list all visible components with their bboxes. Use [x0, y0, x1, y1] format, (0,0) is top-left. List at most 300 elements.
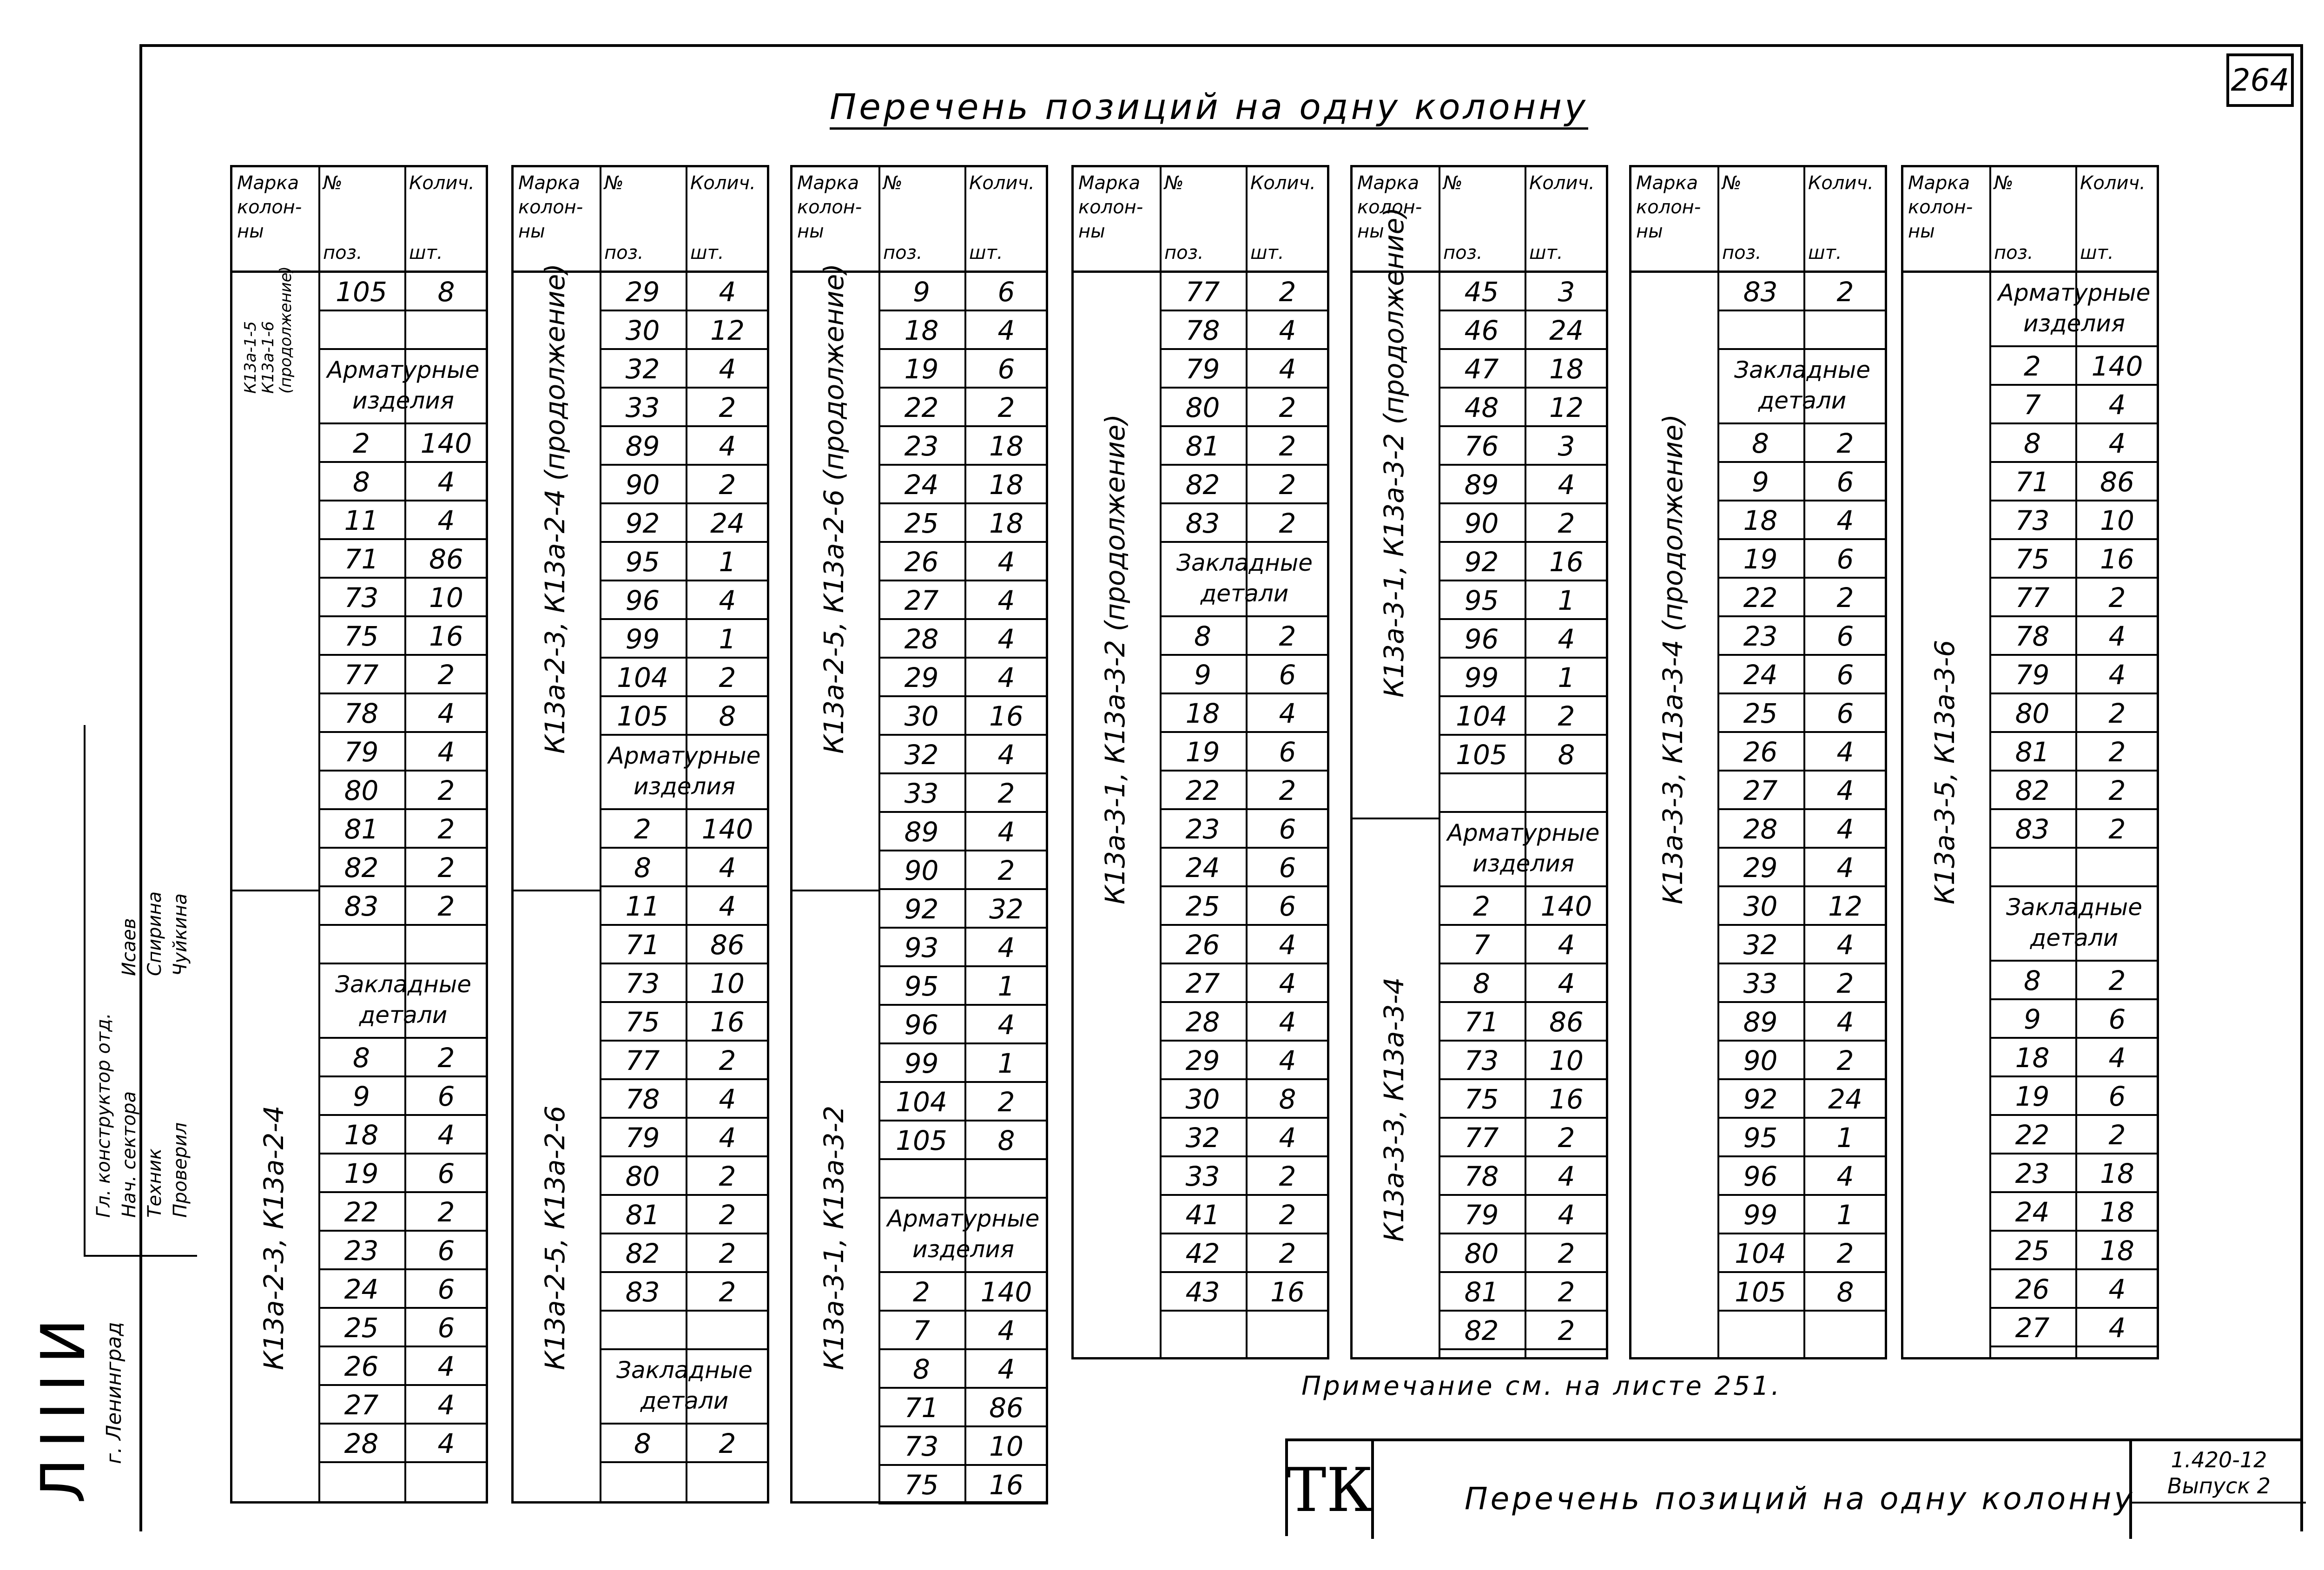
cell-divider	[404, 424, 406, 461]
cell-quantity: 4	[437, 698, 455, 729]
cell-quantity: 16	[989, 700, 1023, 732]
table-row	[600, 427, 769, 466]
cell-position: 8	[1752, 428, 1769, 459]
header-mark	[514, 167, 600, 270]
table-row	[1717, 1119, 1887, 1157]
table-row	[878, 890, 1048, 929]
cell-position: 32	[625, 353, 660, 385]
cell-position: 23	[1743, 620, 1778, 652]
cell-quantity: 2	[2108, 582, 2126, 613]
cell-divider	[686, 504, 687, 541]
cell-position: 96	[1464, 623, 1499, 655]
cell-divider	[2075, 1193, 2077, 1230]
cell-quantity: 4	[1558, 968, 1575, 999]
header-qty-line: шт.	[1808, 242, 1842, 264]
table-row	[600, 964, 769, 1003]
table-row	[600, 273, 769, 311]
cell-divider	[1246, 427, 1248, 464]
cell-quantity: 2	[1279, 469, 1296, 501]
cell-divider	[686, 887, 687, 924]
table-row	[600, 926, 769, 964]
cell-position: 33	[625, 392, 660, 423]
table-row	[878, 427, 1048, 466]
cell-quantity: 24	[1828, 1083, 1862, 1115]
cell-divider	[2075, 694, 2077, 731]
cell-quantity: 6	[1836, 543, 1854, 575]
cell-position: 42	[1185, 1238, 1220, 1269]
cell-divider	[404, 501, 406, 538]
cell-quantity: 2	[1836, 1238, 1854, 1269]
cell-position	[1989, 849, 2075, 885]
cell-quantity: 2	[1279, 620, 1296, 652]
table-row	[1717, 656, 1887, 694]
cell-divider	[686, 273, 687, 310]
table-row	[878, 389, 1048, 427]
table-row	[1989, 656, 2159, 694]
table-row	[1439, 1157, 1608, 1196]
table-row	[600, 1042, 769, 1080]
header-mark-line: Марка	[1908, 172, 1970, 194]
cell-position: 32	[1743, 929, 1778, 961]
cell-position: 26	[904, 546, 939, 578]
table-row	[878, 967, 1048, 1006]
header-mark-line: колон-	[1357, 197, 1422, 218]
cell-quantity: 4	[997, 546, 1015, 578]
header-pos-line: поз.	[604, 242, 644, 264]
cell-position: 99	[904, 1048, 939, 1079]
cell-quantity: 4	[1279, 315, 1296, 346]
position-table-7	[1901, 165, 2159, 1359]
cell-position: 27	[2015, 1312, 2050, 1344]
cell-quantity: 4	[719, 1083, 736, 1115]
cell-position: 25	[344, 1312, 379, 1344]
cell-divider	[1525, 1196, 1526, 1233]
cell-quantity	[2075, 849, 2159, 885]
header-pos-line: №	[323, 172, 343, 194]
table-row	[600, 1196, 769, 1234]
table-row	[1439, 543, 1608, 581]
cell-quantity: 12	[1549, 392, 1584, 423]
cell-position: 18	[1185, 698, 1220, 729]
table-row	[1160, 389, 1329, 427]
cell-quantity: 4	[719, 585, 736, 616]
table-row	[1989, 463, 2159, 501]
cell-quantity: 1	[719, 623, 736, 655]
cell-divider	[1246, 1157, 1248, 1194]
table-row	[878, 504, 1048, 543]
cell-position: 83	[1743, 276, 1778, 308]
cell-quantity: 2	[437, 813, 455, 845]
cell-position: 96	[904, 1009, 939, 1041]
cell-divider	[964, 1273, 966, 1310]
cell-quantity: 2	[437, 852, 455, 884]
cell-divider	[1803, 1080, 1805, 1117]
cell-quantity: 4	[437, 505, 455, 536]
table-rows	[318, 273, 488, 1463]
cell-quantity: 32	[989, 893, 1023, 925]
cell-position: 7	[2024, 389, 2041, 421]
cell-divider	[2075, 962, 2077, 998]
cell-divider	[1803, 579, 1805, 615]
title-block-code	[2129, 1441, 2306, 1539]
cell-divider	[2075, 1270, 2077, 1307]
cell-divider	[2075, 810, 2077, 847]
cell-position: 71	[904, 1392, 939, 1424]
cell-position: 25	[904, 508, 939, 539]
cell-position: 81	[625, 1199, 660, 1231]
cell-position: 28	[1743, 813, 1778, 845]
cell-divider	[404, 733, 406, 770]
cell-divider	[1803, 1196, 1805, 1233]
cell-position: 24	[1743, 659, 1778, 691]
table-header	[1074, 167, 1327, 273]
cell-quantity: 6	[1279, 659, 1296, 691]
table-row	[1160, 1273, 1329, 1312]
cell-position: 71	[625, 929, 660, 961]
cell-divider	[1803, 656, 1805, 693]
cell-quantity: 1	[1558, 585, 1575, 616]
table-row	[1717, 540, 1887, 579]
cell-position: 24	[344, 1273, 379, 1305]
cell-divider	[686, 466, 687, 502]
cell-quantity: 2	[719, 1045, 736, 1076]
role-4: Проверил	[170, 1122, 191, 1218]
cell-divider	[964, 813, 966, 850]
table-row	[1439, 466, 1608, 504]
cell-position: 80	[2015, 698, 2050, 729]
cell-divider	[686, 1425, 687, 1461]
cell-position: 105	[1456, 739, 1507, 771]
table-row	[878, 929, 1048, 967]
cell-divider	[964, 427, 966, 464]
cell-divider	[404, 1116, 406, 1153]
cell-divider	[404, 849, 406, 885]
header-qty	[1246, 167, 1332, 270]
cell-quantity: 4	[1836, 929, 1854, 961]
cell-divider	[2075, 347, 2077, 384]
cell-position: 8	[2024, 965, 2041, 996]
cell-quantity: 4	[1558, 1161, 1575, 1192]
cell-divider	[686, 1157, 687, 1194]
header-qty	[1525, 167, 1611, 270]
cell-position: 11	[344, 505, 379, 536]
table-row	[878, 1466, 1048, 1504]
cell-divider	[1803, 424, 1805, 461]
table-row	[1717, 694, 1887, 733]
table-header	[232, 167, 486, 273]
cell-quantity: 3	[1558, 430, 1575, 462]
table-row	[878, 1006, 1048, 1044]
table-row	[1989, 347, 2159, 386]
cell-quantity: 4	[1279, 353, 1296, 385]
table-row	[878, 543, 1048, 581]
table-row	[1439, 659, 1608, 697]
cell-quantity: 4	[719, 891, 736, 922]
cell-position: 79	[344, 736, 379, 768]
header-qty-line: Колич.	[969, 172, 1035, 194]
cell-divider	[964, 967, 966, 1004]
cell-position: 90	[1743, 1045, 1778, 1076]
header-mark	[792, 167, 878, 270]
cell-quantity: 4	[997, 1353, 1015, 1385]
table-row	[1439, 389, 1608, 427]
cell-position: 81	[1185, 430, 1220, 462]
table-row	[1439, 697, 1608, 736]
cell-position: 9	[353, 1081, 370, 1112]
section-label: Арматурные изделия	[887, 1205, 1040, 1263]
cell-divider	[964, 1312, 966, 1348]
table-row	[600, 887, 769, 926]
cell-position: 2	[2024, 350, 2041, 382]
header-qty-line: Колич.	[409, 172, 475, 194]
cell-position: 77	[625, 1045, 660, 1076]
table-row	[1439, 504, 1608, 543]
cell-position: 77	[1185, 276, 1220, 308]
name-1: Исаев	[119, 918, 140, 976]
cell-divider	[1803, 463, 1805, 500]
table-row	[1717, 273, 1887, 311]
table-row	[1160, 849, 1329, 887]
cell-position: 24	[2015, 1196, 2050, 1228]
cell-quantity: 12	[1828, 891, 1862, 922]
cell-divider	[1246, 1273, 1248, 1310]
table-row	[878, 581, 1048, 620]
cell-quantity: 2	[719, 1428, 736, 1459]
cell-divider	[1803, 849, 1805, 885]
cell-quantity: 16	[429, 620, 463, 652]
cell-position: 22	[1185, 775, 1220, 806]
cell-divider	[964, 389, 966, 425]
cell-divider	[964, 1350, 966, 1387]
table-row	[318, 424, 488, 463]
table-row	[1717, 579, 1887, 617]
position-table-3	[790, 165, 1048, 1504]
cell-divider	[1803, 617, 1805, 654]
cell-divider	[1803, 887, 1805, 924]
cell-divider	[1525, 466, 1526, 502]
cell-divider	[1246, 733, 1248, 770]
table-row	[878, 1389, 1048, 1427]
cell-quantity: 18	[989, 430, 1023, 462]
cell-quantity: 2	[1279, 1238, 1296, 1269]
header-mark-line: Марка	[1078, 172, 1141, 194]
table-rows	[878, 273, 1048, 1504]
cell-position: 47	[1464, 353, 1499, 385]
cell-divider	[2075, 540, 2077, 577]
cell-divider	[1803, 1157, 1805, 1194]
column-mark: К13а-2-5, К13а-2-6 (продолжение)	[818, 263, 850, 754]
section-row	[1989, 273, 2159, 347]
table-row	[1717, 772, 1887, 810]
cell-quantity: 2	[437, 775, 455, 806]
cell-quantity: 4	[1279, 1045, 1296, 1076]
org-logo: ЛІІІИ	[28, 1308, 99, 1504]
section-row	[1717, 350, 1887, 424]
table-row	[1989, 849, 2159, 887]
cell-divider	[404, 311, 406, 348]
cell-position: 22	[1743, 582, 1778, 613]
cell-quantity: 10	[710, 968, 745, 999]
table-row	[600, 389, 769, 427]
cell-divider	[686, 697, 687, 734]
table-row	[1160, 772, 1329, 810]
cell-divider	[1246, 389, 1248, 425]
table-row	[1439, 1273, 1608, 1312]
cell-position: 95	[625, 546, 660, 578]
cell-divider	[404, 1347, 406, 1384]
header-mark-line: Марка	[1357, 172, 1419, 194]
cell-quantity: 4	[2108, 1273, 2126, 1305]
cell-quantity: 2	[719, 1161, 736, 1192]
table-row	[600, 1157, 769, 1196]
table-row	[318, 1347, 488, 1386]
header-pos-line: №	[1722, 172, 1742, 194]
cell-quantity: 2	[1558, 1122, 1575, 1154]
cell-position: 71	[2015, 466, 2050, 498]
table-header	[792, 167, 1046, 273]
header-pos-line: №	[604, 172, 624, 194]
table-row	[1160, 311, 1329, 350]
table-row	[1439, 350, 1608, 389]
cell-quantity: 4	[1558, 929, 1575, 961]
cell-position	[1717, 311, 1803, 348]
cell-position: 26	[344, 1351, 379, 1382]
cell-quantity: 2	[1279, 1161, 1296, 1192]
cell-position: 92	[904, 893, 939, 925]
cell-divider	[686, 1273, 687, 1310]
cell-divider	[1525, 887, 1526, 924]
table-row	[1439, 1119, 1608, 1157]
cell-quantity: 4	[997, 1009, 1015, 1041]
cell-divider	[686, 849, 687, 885]
cell-quantity: 2	[997, 392, 1015, 423]
cell-divider	[964, 1083, 966, 1120]
cell-divider	[404, 1386, 406, 1423]
cell-position: 32	[904, 739, 939, 771]
cell-divider	[964, 697, 966, 734]
table-row	[1439, 1312, 1608, 1350]
cell-position: 28	[1185, 1006, 1220, 1038]
cell-divider	[1525, 1003, 1526, 1040]
header-pos-line: №	[1994, 172, 2014, 194]
table-row	[1717, 311, 1887, 350]
cell-divider	[964, 1044, 966, 1081]
table-row	[1717, 1273, 1887, 1312]
cell-position: 92	[1743, 1083, 1778, 1115]
table-row	[318, 1193, 488, 1232]
cell-quantity: 4	[2108, 620, 2126, 652]
cell-divider	[686, 1312, 687, 1348]
table-row	[600, 1425, 769, 1463]
cell-position: 89	[1464, 469, 1499, 501]
table-row	[600, 697, 769, 736]
cell-divider	[404, 694, 406, 731]
cell-position: 80	[1464, 1238, 1499, 1269]
cell-position: 22	[344, 1196, 379, 1228]
cell-quantity: 2	[1279, 508, 1296, 539]
cell-quantity: 4	[437, 1351, 455, 1382]
column-mark: К13а-3-3, К13а-3-4	[1378, 977, 1410, 1242]
cell-quantity: 4	[997, 932, 1015, 963]
table-row	[1439, 1234, 1608, 1273]
table-row	[1989, 1116, 2159, 1154]
cell-quantity: 4	[997, 662, 1015, 693]
cell-divider	[1246, 1042, 1248, 1078]
table-row	[318, 887, 488, 926]
cell-quantity: 16	[1270, 1276, 1305, 1308]
cell-quantity: 4	[437, 1428, 455, 1459]
cell-divider	[2075, 1154, 2077, 1191]
table-row	[1717, 887, 1887, 926]
section-row	[600, 736, 769, 810]
cell-quantity: 4	[1279, 1006, 1296, 1038]
cell-position: 30	[1743, 891, 1778, 922]
section-row	[1439, 813, 1608, 887]
position-table-6	[1629, 165, 1887, 1359]
table-row	[878, 1160, 1048, 1199]
cell-quantity: 4	[1279, 929, 1296, 961]
header-mark	[232, 167, 318, 270]
cell-position: 32	[1185, 1122, 1220, 1154]
table-row	[600, 1080, 769, 1119]
table-row	[1989, 1154, 2159, 1193]
table-row	[1160, 887, 1329, 926]
cell-divider	[1246, 849, 1248, 885]
table-row	[1160, 694, 1329, 733]
cell-position: 7	[913, 1315, 930, 1346]
cell-position: 75	[1464, 1083, 1499, 1115]
table-row	[1717, 1042, 1887, 1080]
table-row	[600, 466, 769, 504]
table-row	[1989, 1193, 2159, 1232]
column-mark: К13а-1-5 К13а-1-6 (продолжение)	[241, 266, 295, 394]
table-row	[1717, 463, 1887, 501]
section-row	[318, 350, 488, 424]
table-row	[878, 1427, 1048, 1466]
cell-quantity: 4	[1279, 698, 1296, 729]
section-row	[600, 1350, 769, 1425]
position-table-4	[1071, 165, 1329, 1359]
cell-divider	[1803, 810, 1805, 847]
cell-position: 2	[634, 813, 651, 845]
cell-quantity: 6	[1836, 466, 1854, 498]
table-row	[1439, 273, 1608, 311]
cell-divider	[1803, 1003, 1805, 1040]
cell-divider	[404, 810, 406, 847]
cell-quantity: 86	[1549, 1006, 1584, 1038]
table-row	[1160, 1157, 1329, 1196]
doc-code: 1.420-12	[2171, 1447, 2267, 1472]
table-row	[318, 656, 488, 694]
cell-divider	[1525, 659, 1526, 695]
cell-quantity	[686, 1312, 769, 1348]
cell-quantity: 24	[1549, 315, 1584, 346]
cell-quantity: 86	[989, 1392, 1023, 1424]
cell-divider	[1803, 694, 1805, 731]
header-qty-line: шт.	[690, 242, 724, 264]
header-mark-line: Марка	[797, 172, 859, 194]
header-pos-line: №	[1443, 172, 1463, 194]
cell-position: 33	[1743, 968, 1778, 999]
cell-quantity: 4	[1836, 1006, 1854, 1038]
table-row	[318, 1154, 488, 1193]
cell-quantity: 2	[1279, 392, 1296, 423]
section-label: Арматурные изделия	[1998, 279, 2151, 337]
table-row	[318, 694, 488, 733]
header-qty-line: Колич.	[1529, 172, 1595, 194]
table-row	[878, 311, 1048, 350]
cell-quantity: 2	[1836, 428, 1854, 459]
